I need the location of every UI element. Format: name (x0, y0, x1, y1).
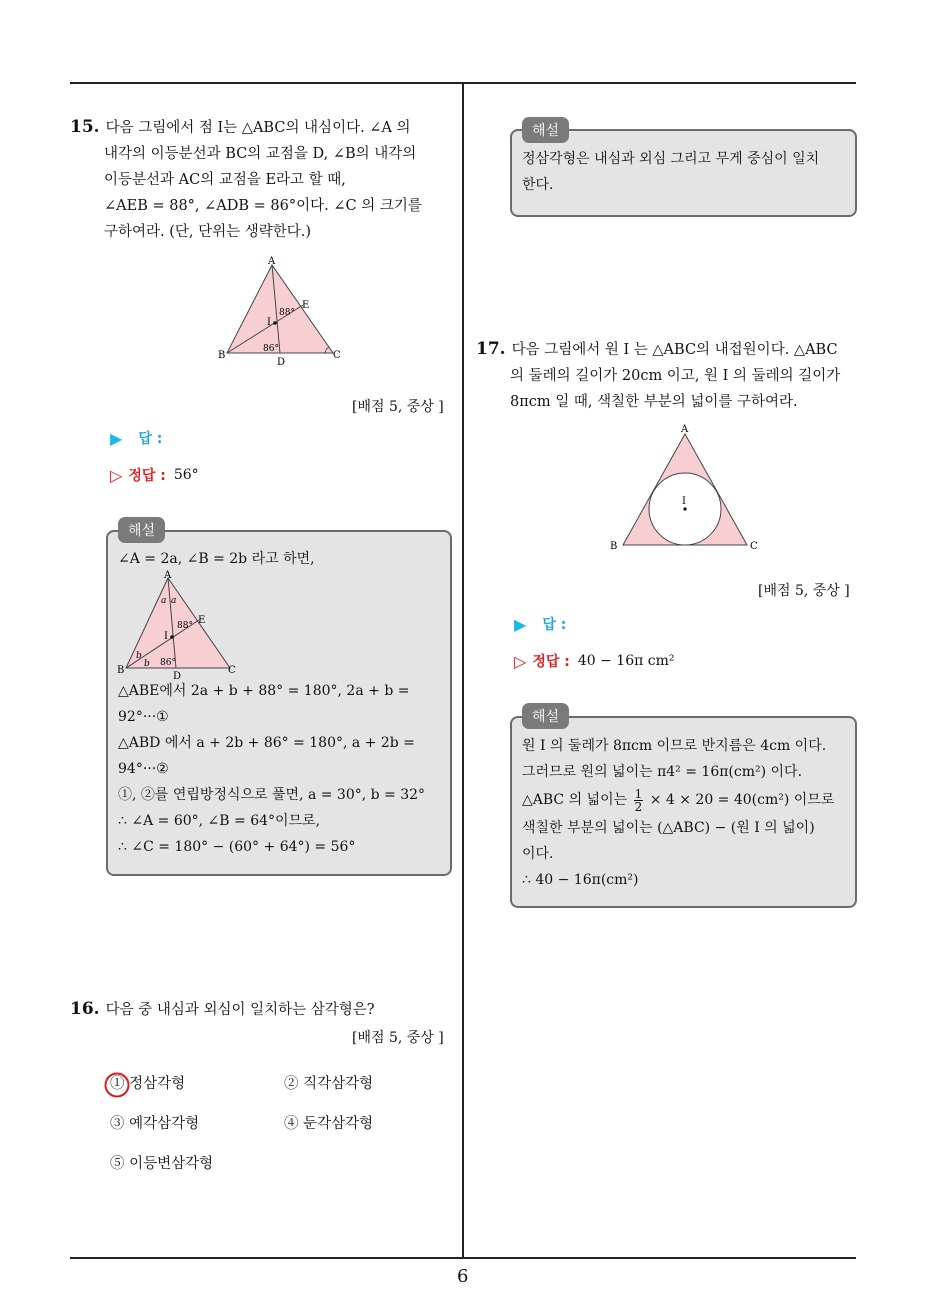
explanation-line: 94°···② (118, 761, 169, 777)
vertex-label-b: B (218, 350, 226, 361)
explanation-line: ∴ 40 − 16π(cm²) (522, 872, 639, 888)
question-text-line: 다음 그림에서 원 I 는 △ABC의 내접원이다. △ABC (511, 342, 838, 358)
angle-a-right: a (171, 596, 177, 606)
q17-answer-line (514, 614, 566, 634)
question-text-line: 8πcm 일 때, 색칠한 부분의 넓이를 구하여라. (510, 394, 798, 410)
question-number: 16. (70, 999, 100, 1019)
q15-correct-line (110, 465, 199, 485)
explanation-tag: 해설 (522, 703, 569, 729)
explanation-line: 원 I 의 둘레가 8πcm 이므로 반지름은 4cm 이다. (522, 738, 827, 754)
explanation-line: 92°···① (118, 709, 169, 725)
bottom-rule (70, 1257, 856, 1259)
vertex-label-d: D (277, 357, 286, 368)
fraction-denominator: 2 (634, 799, 643, 814)
correct-value: 40 − 16π cm² (577, 653, 675, 669)
vertex-label-c: C (750, 541, 758, 552)
q16-score: [배점 5, 중상 ] (352, 1030, 444, 1046)
page-number: 6 (457, 1266, 469, 1287)
choice-5[interactable]: ⑤ 이등변삼각형 (110, 1156, 214, 1172)
explanation-text: △ABC 의 넓이는 (522, 792, 628, 808)
angle-a-left: a (161, 596, 167, 606)
question-text: 다음 중 내심과 외심이 일치하는 삼각형은? (105, 1002, 375, 1018)
question-text-line: 구하여라. (단, 단위는 생략한다.) (104, 224, 312, 240)
correct-label: 정답 : (532, 654, 570, 670)
choice-2[interactable]: ② 직각삼각형 (284, 1076, 374, 1092)
vertex-label-c: C (228, 665, 236, 676)
column-divider (462, 82, 464, 1258)
q15-score: [배점 5, 중상 ] (352, 399, 444, 415)
vertex-label-b: B (610, 541, 618, 552)
q16-choices (110, 1072, 450, 1182)
answer-label: 답 : (138, 431, 163, 447)
q15-explanation-figure (114, 570, 244, 680)
question-text-line: ∠AEB = 88°, ∠ADB = 86°이다. ∠C 의 크기를 (104, 198, 422, 214)
explanation-line: 색칠한 부분의 넓이는 (△ABC) − (원 I 의 넓이) (522, 820, 815, 836)
q17-figure (605, 420, 765, 555)
q17-score: [배점 5, 중상 ] (758, 583, 850, 599)
question-text-line: 이등분선과 AC의 교점을 E라고 할 때, (104, 172, 346, 188)
explanation-line: 그러므로 원의 넓이는 π4² = 16π(cm²) 이다. (522, 764, 803, 780)
triangle-outline-icon: ▷ (514, 651, 527, 671)
play-icon: ▶ (514, 614, 527, 634)
question-text-line: 다음 그림에서 점 I는 △ABC의 내심이다. ∠A 의 (105, 120, 411, 136)
incenter-label: I (267, 317, 271, 328)
q17-explanation-body (522, 733, 854, 893)
angle-label-e: 88° (279, 308, 295, 318)
explanation-tag: 해설 (118, 517, 165, 543)
vertex-label-c: C (333, 350, 341, 361)
angle-b-upper: b (136, 651, 142, 661)
explanation-line: 이다. (522, 846, 554, 862)
vertex-label-e: E (302, 300, 310, 311)
choice-3[interactable]: ③ 예각삼각형 (110, 1116, 200, 1132)
explanation-line: ∴ ∠A = 60°, ∠B = 64°이므로, (118, 813, 321, 829)
fraction (634, 788, 644, 813)
angle-label-d: 86° (263, 344, 279, 354)
explanation-line: ∴ ∠C = 180° − (60° + 64°) = 56° (118, 839, 356, 855)
vertex-label-d: D (173, 671, 182, 680)
question-text-line: 내각의 이등분선과 BC의 교점을 D, ∠B의 내각의 (104, 146, 417, 162)
fraction-numerator: 1 (634, 786, 643, 801)
question-15 (70, 114, 450, 245)
q15-explanation-intro: ∠A = 2a, ∠B = 2b 라고 하면, (118, 551, 315, 567)
choice-1[interactable]: ① 정삼각형 (110, 1076, 186, 1092)
triangle-outline-icon: ▷ (110, 465, 123, 485)
vertex-label-a: A (268, 256, 276, 267)
vertex-label-a: A (164, 570, 172, 581)
explanation-line: 한다. (522, 177, 554, 193)
question-number: 17. (476, 339, 506, 359)
correct-value: 56° (173, 467, 199, 483)
explanation-text: × 4 × 20 = 40(cm²) 이므로 (649, 792, 835, 808)
question-17 (476, 336, 862, 415)
angle-label-d: 86° (160, 658, 176, 668)
q15-explanation-body (118, 678, 444, 860)
answer-mark-circle (103, 1071, 131, 1099)
vertex-label-e: E (198, 615, 206, 626)
q16-explanation-body (522, 146, 852, 198)
explanation-line: △ABE에서 2a + b + 88° = 180°, 2a + b = (118, 683, 410, 699)
angle-b-lower: b (144, 659, 150, 669)
choice-4[interactable]: ④ 둔각삼각형 (284, 1116, 374, 1132)
incenter-label: I (682, 496, 686, 507)
answer-label: 답 : (542, 617, 567, 633)
q17-correct-line (514, 651, 674, 671)
explanation-tag: 해설 (522, 117, 569, 143)
explanation-line: △ABD 에서 a + 2b + 86° = 180°, a + 2b = (118, 735, 415, 751)
vertex-label-b: B (117, 665, 125, 676)
explanation-line: ①, ②를 연립방정식으로 풀면, a = 30°, b = 32° (118, 787, 426, 803)
question-number: 15. (70, 117, 100, 137)
incenter-label: I (164, 631, 168, 642)
vertex-label-a: A (681, 424, 689, 435)
correct-label: 정답 : (128, 468, 166, 484)
play-icon: ▶ (110, 428, 123, 448)
explanation-line-area (522, 785, 854, 815)
explanation-line: 정삼각형은 내심과 외심 그리고 무게 중심이 일치 (522, 151, 820, 167)
q15-figure (215, 255, 345, 370)
angle-label-e: 88° (177, 621, 193, 631)
question-16 (70, 996, 450, 1023)
q15-answer-line (110, 428, 162, 448)
question-text-line: 의 둘레의 길이가 20cm 이고, 원 I 의 둘레의 길이가 (510, 368, 841, 384)
